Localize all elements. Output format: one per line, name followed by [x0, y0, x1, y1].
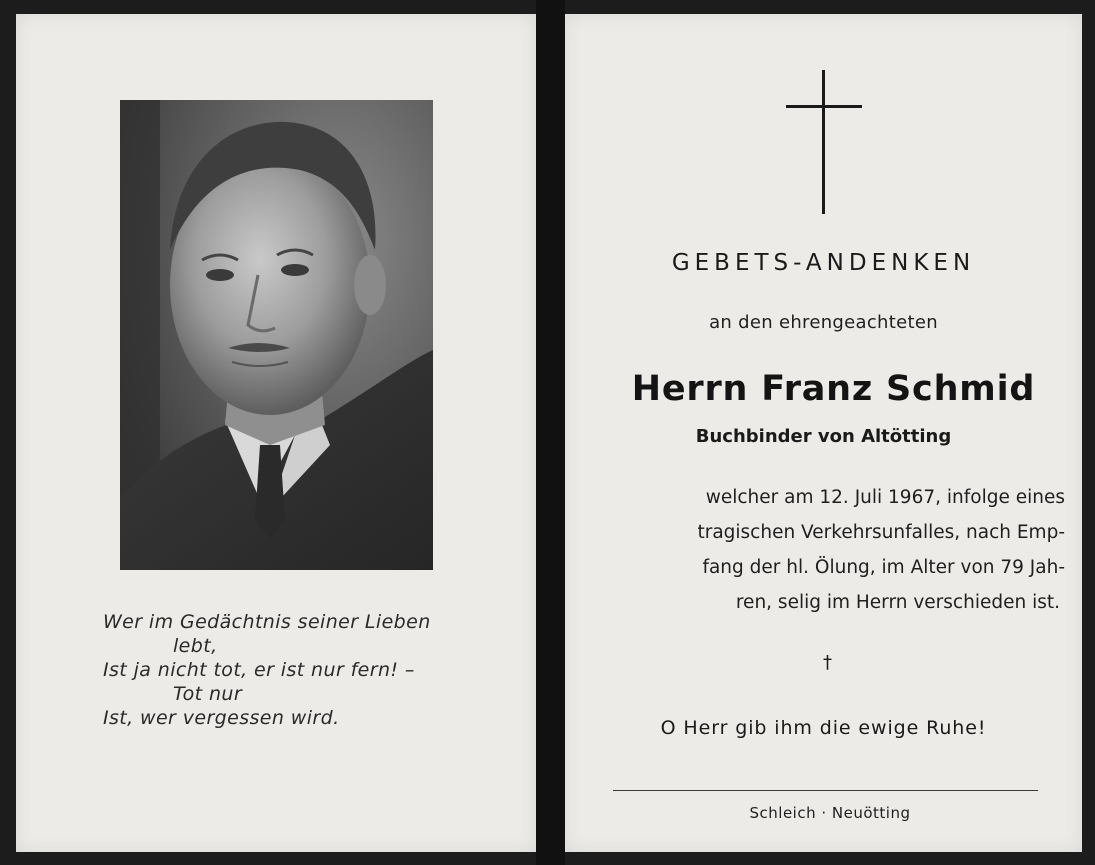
intro-text: an den ehrengeachteten	[709, 312, 938, 333]
divider	[613, 790, 1038, 791]
dagger-icon: †	[823, 652, 832, 673]
obituary-line: ren, selig im Herrn verschieden ist.	[735, 592, 1060, 613]
left-card	[16, 14, 536, 852]
right-card	[565, 14, 1082, 852]
portrait-photo	[120, 100, 433, 570]
deceased-name: Herrn Franz Schmid	[631, 369, 1036, 409]
profession: Buchbinder von Altötting	[695, 426, 952, 447]
poem-line: Wer im Gedächtnis seiner Lieben	[103, 611, 431, 633]
cross-icon	[786, 70, 862, 214]
printer-credit: Schleich · Neuötting	[749, 804, 911, 822]
poem-line: Ist ja nicht tot, er ist nur fern! –	[103, 659, 415, 681]
card-fold-gutter	[536, 0, 565, 865]
memorial-poem	[103, 610, 513, 730]
poem-line: lebt,	[173, 635, 218, 657]
obituary-line: welcher am 12. Juli 1967, infolge eines	[705, 487, 1065, 508]
poem-line: Tot nur	[173, 683, 243, 705]
obituary-line: fang der hl. Ölung, im Alter von 79 Jah-	[702, 557, 1065, 578]
prayer: O Herr gib ihm die ewige Ruhe!	[660, 717, 987, 739]
poem-line: Ist, wer vergessen wird.	[103, 707, 340, 729]
heading: GEBETS-ANDENKEN	[671, 250, 976, 276]
obituary-text	[595, 480, 1065, 620]
obituary-line: tragischen Verkehrsunfalles, nach Emp-	[697, 522, 1065, 543]
